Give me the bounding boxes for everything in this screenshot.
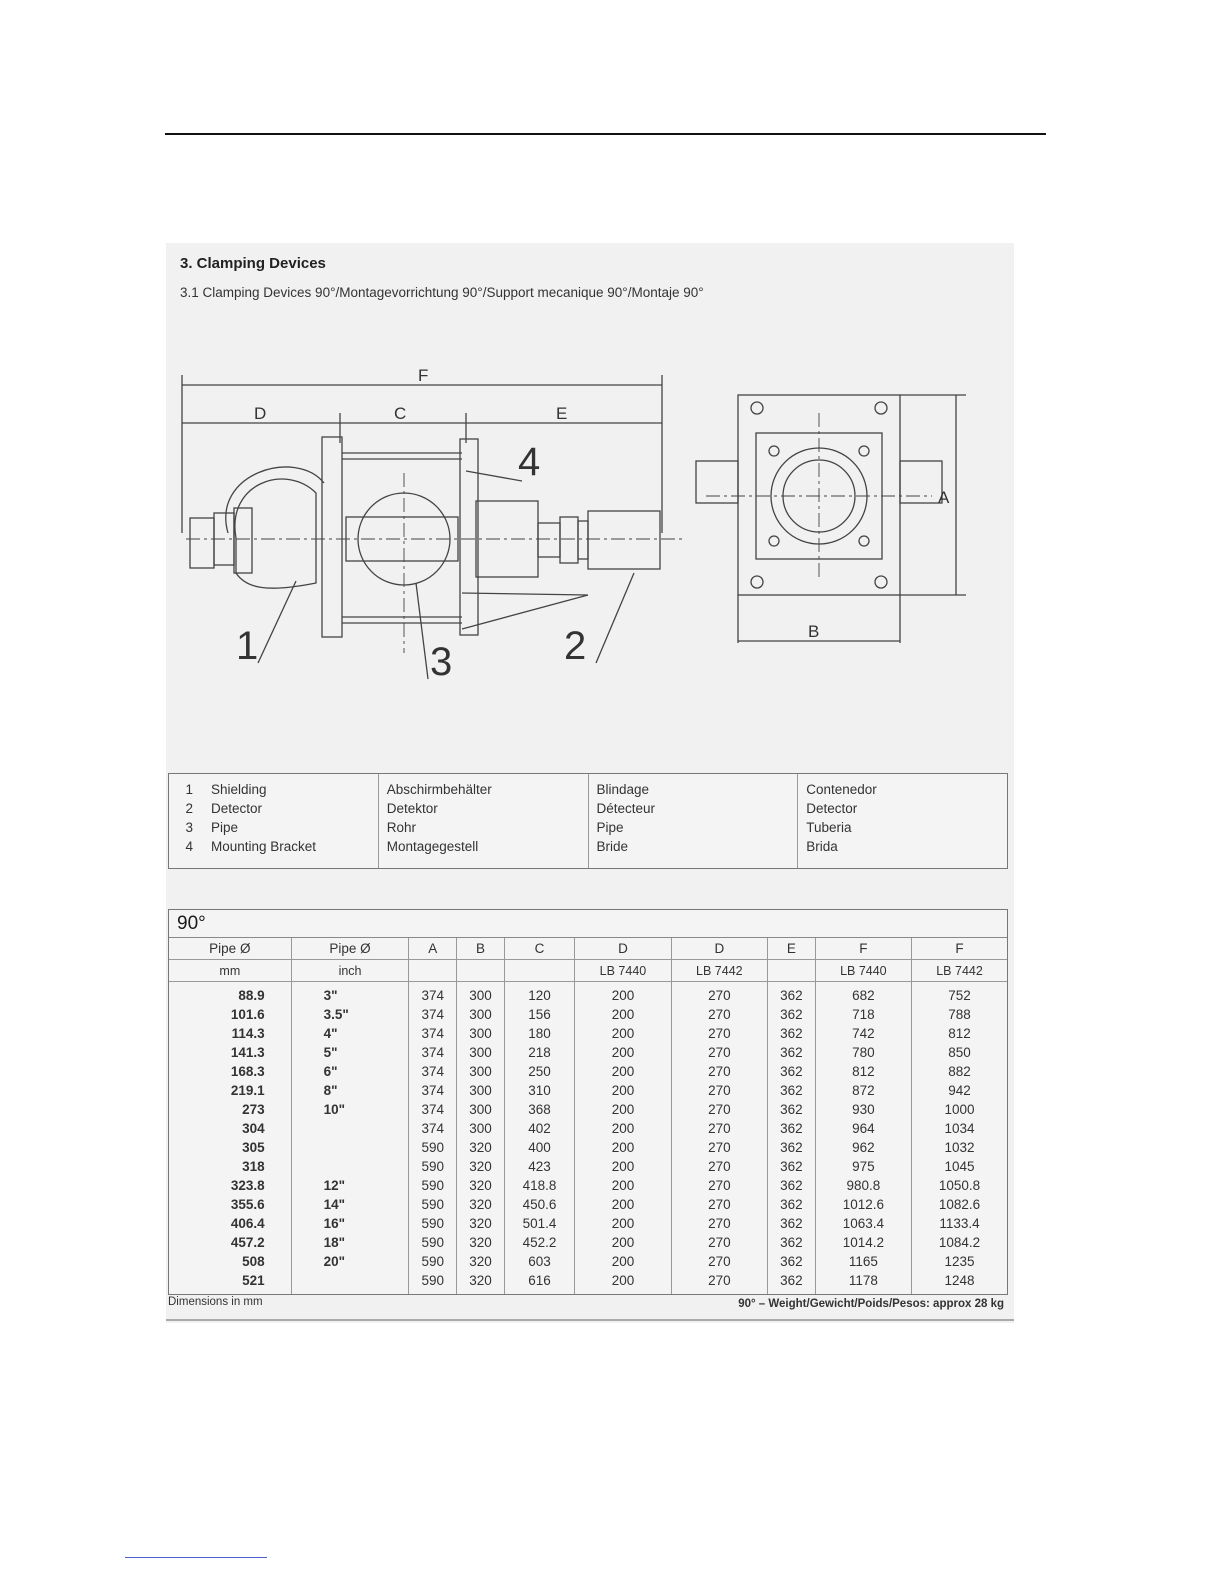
table-cell: 1014.2 [815, 1233, 911, 1252]
table-cell: 300 [457, 1043, 505, 1062]
table-cell: 300 [457, 1119, 505, 1138]
table-cell: 305 [242, 1140, 265, 1155]
table-cell: 1235 [912, 1252, 1007, 1271]
table-cell: 812 [815, 1062, 911, 1081]
table-cell: 200 [575, 1005, 671, 1024]
table-cell: 872 [815, 1081, 911, 1100]
table-cell: 590 [409, 1233, 457, 1252]
dimensions-table-body [169, 982, 1007, 1295]
table-cell: 6" [291, 1062, 409, 1081]
table-cell: 1032 [912, 1138, 1007, 1157]
legend-german-column: Abschirmbehälter Detektor Rohr Montagegestell [378, 774, 588, 868]
table-cell: 270 [671, 1176, 767, 1195]
table-cell: 362 [768, 1100, 816, 1119]
table-cell: 250 [504, 1062, 574, 1081]
table-cell: 882 [912, 1062, 1007, 1081]
table-cell: 270 [671, 1195, 767, 1214]
table-cell: 362 [768, 1024, 816, 1043]
table-cell: 18" [291, 1233, 409, 1252]
header-row [169, 938, 1007, 960]
header-cell: F [912, 938, 1007, 960]
table-cell: 270 [671, 1005, 767, 1024]
legend-item: 4 Mounting Bracket [185, 839, 317, 854]
table-row [169, 1233, 1007, 1252]
table-cell: 180 [504, 1024, 574, 1043]
table-cell: 362 [768, 1119, 816, 1138]
header-cell: Pipe Ø [291, 938, 409, 960]
table-cell: 270 [671, 1271, 767, 1294]
table-cell [291, 1119, 409, 1138]
table-cell: 200 [575, 1157, 671, 1176]
table-cell: 374 [409, 1081, 457, 1100]
table-cell: 590 [409, 1138, 457, 1157]
table-cell: 362 [768, 1176, 816, 1195]
table-cell: 270 [671, 1233, 767, 1252]
table-cell: 300 [457, 1100, 505, 1119]
table-cell: 270 [671, 1043, 767, 1062]
callout-2: 2 [564, 624, 587, 668]
table-cell: 200 [575, 1214, 671, 1233]
table-row [169, 1252, 1007, 1271]
table-cell: 362 [768, 1214, 816, 1233]
table-cell: 362 [768, 1271, 816, 1294]
table-cell: 270 [671, 982, 767, 1006]
table-cell: 20" [291, 1252, 409, 1271]
table-cell: 1050.8 [912, 1176, 1007, 1195]
table-cell: 270 [671, 1119, 767, 1138]
table-cell: 323.8 [230, 1178, 265, 1193]
table-cell: 300 [457, 1062, 505, 1081]
table-cell: 1012.6 [815, 1195, 911, 1214]
table-cell: 270 [671, 1062, 767, 1081]
table-cell: 374 [409, 1043, 457, 1062]
table-cell: 590 [409, 1271, 457, 1294]
dim-label-d: D [254, 404, 267, 423]
table-cell: 300 [457, 982, 505, 1006]
table-cell: 423 [504, 1157, 574, 1176]
dim-label-a: A [938, 488, 950, 507]
table-cell: 457.2 [230, 1235, 265, 1250]
table-row [169, 1043, 1007, 1062]
table-cell: 320 [457, 1195, 505, 1214]
table-cell: 362 [768, 982, 816, 1006]
table-row [169, 1081, 1007, 1100]
table-cell: 1063.4 [815, 1214, 911, 1233]
table-cell: 300 [457, 1024, 505, 1043]
table-cell: 975 [815, 1157, 911, 1176]
technical-drawing [166, 353, 1014, 773]
table-cell: 218 [504, 1043, 574, 1062]
table-cell [291, 1157, 409, 1176]
callout-3: 3 [430, 640, 453, 684]
dim-label-c: C [394, 404, 407, 423]
table-cell: 942 [912, 1081, 1007, 1100]
table-cell: 141.3 [230, 1045, 265, 1060]
table-cell: 101.6 [230, 1007, 265, 1022]
table-cell: 355.6 [230, 1197, 265, 1212]
table-row [169, 1271, 1007, 1294]
table-cell: 450.6 [504, 1195, 574, 1214]
dimensions-footnote: Dimensions in mm [168, 1296, 263, 1308]
table-cell: 850 [912, 1043, 1007, 1062]
header-cell: E [768, 938, 816, 960]
section-subheading: 3.1 Clamping Devices 90°/Montagevorrichtung 90°/Support mecanique 90°/Montaje 90° [180, 285, 704, 300]
callout-1: 1 [236, 624, 259, 668]
table-cell: 1034 [912, 1119, 1007, 1138]
table-cell: 1045 [912, 1157, 1007, 1176]
table-cell: 590 [409, 1195, 457, 1214]
dim-label-e: E [556, 404, 568, 423]
table-cell: 200 [575, 1271, 671, 1294]
table-cell: 88.9 [238, 988, 265, 1003]
table-cell: 590 [409, 1176, 457, 1195]
table-cell: 270 [671, 1100, 767, 1119]
table-row [169, 1157, 1007, 1176]
table-cell: 168.3 [230, 1064, 265, 1079]
subheader-cell [457, 960, 505, 982]
table-cell: 362 [768, 1043, 816, 1062]
table-angle-title: 90° [169, 910, 1007, 938]
table-cell: 3.5" [291, 1005, 409, 1024]
table-cell: 521 [242, 1273, 265, 1288]
legend-item: 1 Shielding [185, 782, 267, 797]
dim-label-b: B [808, 622, 820, 641]
legend-spanish-column: Contenedor Detector Tuberia Brida [797, 774, 1007, 868]
legend-english-column [169, 774, 378, 868]
table-cell: 270 [671, 1252, 767, 1271]
legend-item: 3 Pipe [185, 820, 239, 835]
table-cell: 962 [815, 1138, 911, 1157]
table-cell: 270 [671, 1138, 767, 1157]
footer-link-underline [125, 1557, 267, 1558]
table-cell: 374 [409, 982, 457, 1006]
table-cell: 320 [457, 1233, 505, 1252]
table-cell: 16" [291, 1214, 409, 1233]
table-cell: 603 [504, 1252, 574, 1271]
table-cell: 374 [409, 1024, 457, 1043]
header-cell: A [409, 938, 457, 960]
table-cell: 418.8 [504, 1176, 574, 1195]
table-row [169, 1100, 1007, 1119]
table-row [169, 1062, 1007, 1081]
table-cell: 200 [575, 1100, 671, 1119]
table-cell: 362 [768, 1157, 816, 1176]
table-cell: 1248 [912, 1271, 1007, 1294]
table-cell: 270 [671, 1081, 767, 1100]
subheader-cell [504, 960, 574, 982]
table-cell: 374 [409, 1062, 457, 1081]
table-cell: 270 [671, 1214, 767, 1233]
table-cell: 362 [768, 1062, 816, 1081]
table-cell: 200 [575, 1081, 671, 1100]
table-cell: 300 [457, 1081, 505, 1100]
table-cell: 406.4 [230, 1216, 265, 1231]
dimensions-table [168, 909, 1008, 1295]
subheader-cell [409, 960, 457, 982]
table-cell: 374 [409, 1005, 457, 1024]
table-row [169, 1214, 1007, 1233]
table-row [169, 1005, 1007, 1024]
table-cell: 402 [504, 1119, 574, 1138]
table-cell: 318 [242, 1159, 265, 1174]
table-cell: 1165 [815, 1252, 911, 1271]
table-cell: 320 [457, 1176, 505, 1195]
table-cell [291, 1138, 409, 1157]
table-cell: 930 [815, 1100, 911, 1119]
table-cell: 320 [457, 1157, 505, 1176]
header-cell: B [457, 938, 505, 960]
table-cell: 156 [504, 1005, 574, 1024]
table-cell: 10" [291, 1100, 409, 1119]
table-cell: 114.3 [231, 1026, 265, 1041]
subheader-cell: LB 7442 [671, 960, 767, 982]
table-cell: 310 [504, 1081, 574, 1100]
table-cell [291, 1271, 409, 1294]
subheader-cell: inch [291, 960, 409, 982]
table-cell: 590 [409, 1157, 457, 1176]
section-heading: 3. Clamping Devices [180, 255, 326, 272]
header-cell: D [575, 938, 671, 960]
table-cell: 273 [242, 1102, 265, 1117]
header-cell: D [671, 938, 767, 960]
table-cell: 742 [815, 1024, 911, 1043]
legend-item: 2 Detector [185, 801, 263, 816]
table-row [169, 982, 1007, 1006]
legend-french-column: Blindage Détecteur Pipe Bride [588, 774, 798, 868]
table-cell: 300 [457, 1005, 505, 1024]
table-cell: 452.2 [504, 1233, 574, 1252]
table-cell: 682 [815, 982, 911, 1006]
subheader-row [169, 960, 1007, 982]
table-cell: 980.8 [815, 1176, 911, 1195]
scan-bottom-edge [166, 1319, 1014, 1321]
table-cell: 200 [575, 1062, 671, 1081]
table-cell: 200 [575, 1176, 671, 1195]
table-cell: 374 [409, 1100, 457, 1119]
header-cell: Pipe Ø [169, 938, 291, 960]
header-cell: C [504, 938, 574, 960]
table-cell: 304 [242, 1121, 265, 1136]
table-cell: 1084.2 [912, 1233, 1007, 1252]
table-cell: 362 [768, 1005, 816, 1024]
subheader-cell: LB 7440 [575, 960, 671, 982]
table-cell: 590 [409, 1252, 457, 1271]
table-cell: 362 [768, 1195, 816, 1214]
table-cell: 14" [291, 1195, 409, 1214]
table-cell: 270 [671, 1157, 767, 1176]
table-cell: 362 [768, 1138, 816, 1157]
parts-legend [168, 773, 1008, 869]
table-cell: 368 [504, 1100, 574, 1119]
table-cell: 362 [768, 1081, 816, 1100]
table-cell: 270 [671, 1024, 767, 1043]
subheader-cell: LB 7440 [815, 960, 911, 982]
table-cell: 200 [575, 1043, 671, 1062]
table-cell: 200 [575, 982, 671, 1006]
table-cell: 718 [815, 1005, 911, 1024]
table-cell: 752 [912, 982, 1007, 1006]
table-cell: 1178 [815, 1271, 911, 1294]
subheader-cell [768, 960, 816, 982]
table-cell: 1133.4 [912, 1214, 1007, 1233]
table-cell: 616 [504, 1271, 574, 1294]
table-cell: 3" [291, 982, 409, 1006]
table-cell: 501.4 [504, 1214, 574, 1233]
table-cell: 400 [504, 1138, 574, 1157]
table-cell: 362 [768, 1252, 816, 1271]
weight-note: 90° – Weight/Gewicht/Poids/Pesos: approx 28 kg [738, 1298, 1004, 1310]
table-cell: 5" [291, 1043, 409, 1062]
header-cell: F [815, 938, 911, 960]
table-row [169, 1119, 1007, 1138]
table-cell: 1082.6 [912, 1195, 1007, 1214]
dim-label-f: F [418, 366, 429, 385]
table-cell: 1000 [912, 1100, 1007, 1119]
table-row [169, 1176, 1007, 1195]
subheader-cell: mm [169, 960, 291, 982]
top-rule [165, 133, 1046, 135]
subheader-cell: LB 7442 [912, 960, 1007, 982]
table-cell: 200 [575, 1195, 671, 1214]
table-cell: 200 [575, 1233, 671, 1252]
table-cell: 200 [575, 1119, 671, 1138]
table-cell: 320 [457, 1271, 505, 1294]
table-cell: 590 [409, 1214, 457, 1233]
table-cell: 320 [457, 1138, 505, 1157]
table-cell: 8" [291, 1081, 409, 1100]
table-cell: 320 [457, 1252, 505, 1271]
table-cell: 120 [504, 982, 574, 1006]
table-cell: 219.1 [230, 1083, 265, 1098]
table-cell: 12" [291, 1176, 409, 1195]
table-cell: 4" [291, 1024, 409, 1043]
table-cell: 320 [457, 1214, 505, 1233]
table-cell: 362 [768, 1233, 816, 1252]
table-cell: 200 [575, 1138, 671, 1157]
table-cell: 508 [242, 1254, 265, 1269]
scanned-page [166, 243, 1014, 1323]
table-row [169, 1138, 1007, 1157]
table-cell: 964 [815, 1119, 911, 1138]
table-row [169, 1195, 1007, 1214]
table-cell: 788 [912, 1005, 1007, 1024]
table-cell: 200 [575, 1252, 671, 1271]
table-cell: 780 [815, 1043, 911, 1062]
table-cell: 374 [409, 1119, 457, 1138]
table-cell: 200 [575, 1024, 671, 1043]
callout-4: 4 [518, 440, 541, 484]
table-cell: 812 [912, 1024, 1007, 1043]
table-row [169, 1024, 1007, 1043]
